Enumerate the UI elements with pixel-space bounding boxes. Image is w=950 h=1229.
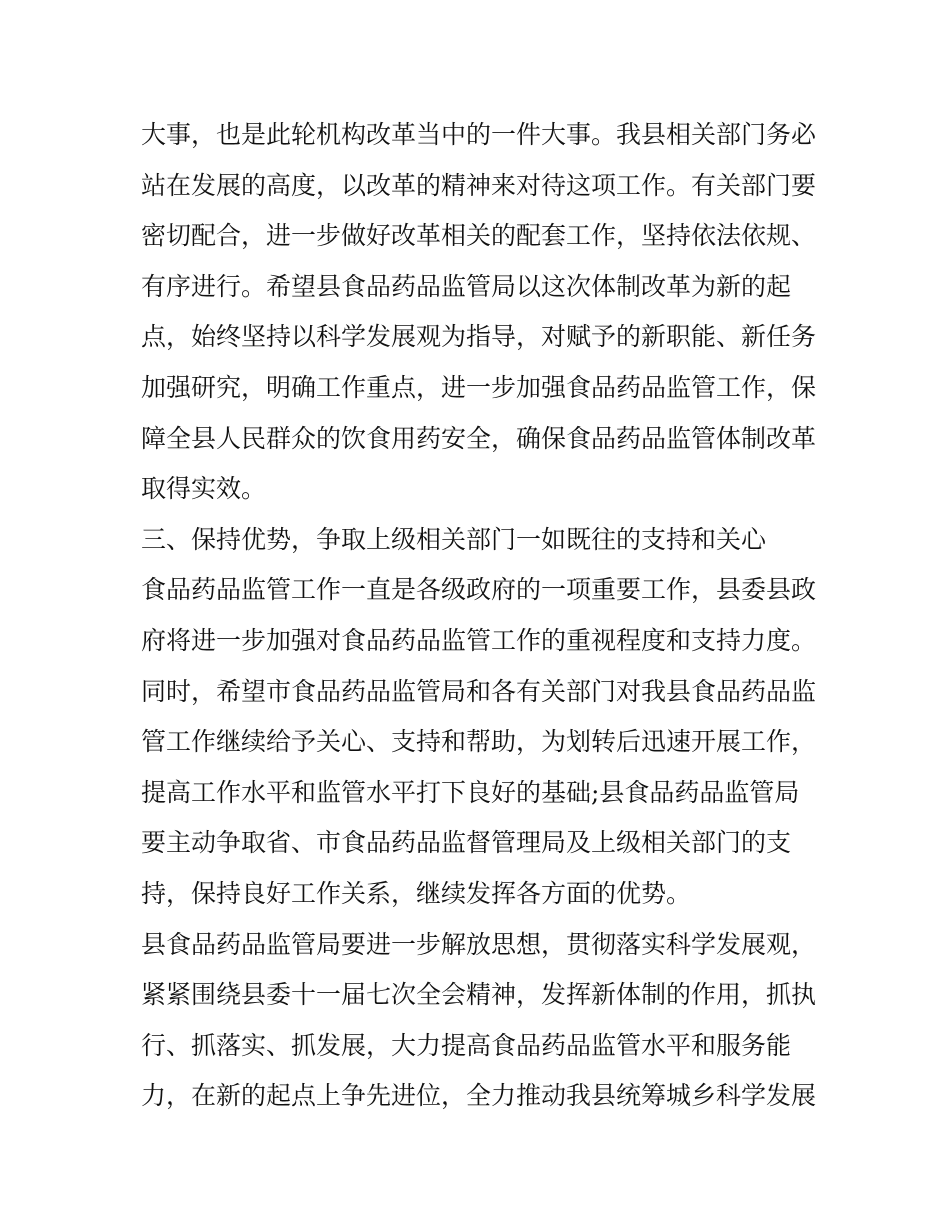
text-line: 力，在新的起点上争先进位，全力推动我县统筹城乡科学发展 [141,1081,817,1111]
text-line: 同时，希望市食品药品监管局和各有关部门对我县食品药品监 [141,676,817,706]
text-line: 府将进一步加强对食品药品监管工作的重视程度和支持力度。 [141,625,817,655]
text-line: 取得实效。 [141,474,267,504]
text-line: 大事，也是此轮机构改革当中的一件大事。我县相关部门务必 [141,120,817,149]
body-text [141,110,821,1122]
text-line: 障全县人民群众的饮食用药安全，确保食品药品监管体制改革 [141,423,817,453]
text-line: 食品药品监管工作一直是各级政府的一项重要工作，县委县政 [141,575,817,605]
text-line: 持，保持良好工作关系，继续发挥各方面的优势。 [141,878,692,908]
text-line: 紧紧围绕县委十一届七次全会精神，发挥新体制的作用，抓执 [141,980,817,1010]
text-line: 点，始终坚持以科学发展观为指导，对赋予的新职能、新任务 [141,322,817,352]
text-line: 加强研究，明确工作重点，进一步加强食品药品监管工作，保 [141,372,817,402]
text-line: 密切配合，进一步做好改革相关的配套工作，坚持依法依规、 [141,221,817,251]
text-line: 要主动争取省、市食品药品监督管理局及上级相关部门的支 [141,828,792,858]
text-line: 站在发展的高度，以改革的精神来对待这项工作。有关部门要 [141,170,817,200]
text-line: 管工作继续给予关心、支持和帮助，为划转后迅速开展工作， [141,727,817,757]
text-line: 提高工作水平和监管水平打下良好的基础;县食品药品监管局 [141,777,800,807]
section-heading: 三、保持优势，争取上级相关部门一如既往的支持和关心 [141,524,767,554]
text-line: 行、抓落实、抓发展，大力提高食品药品监管水平和服务能 [141,1030,792,1060]
text-line: 县食品药品监管局要进一步解放思想，贯彻落实科学发展观， [141,929,817,959]
text-line: 有序进行。希望县食品药品监管局以这次体制改革为新的起 [141,271,792,301]
